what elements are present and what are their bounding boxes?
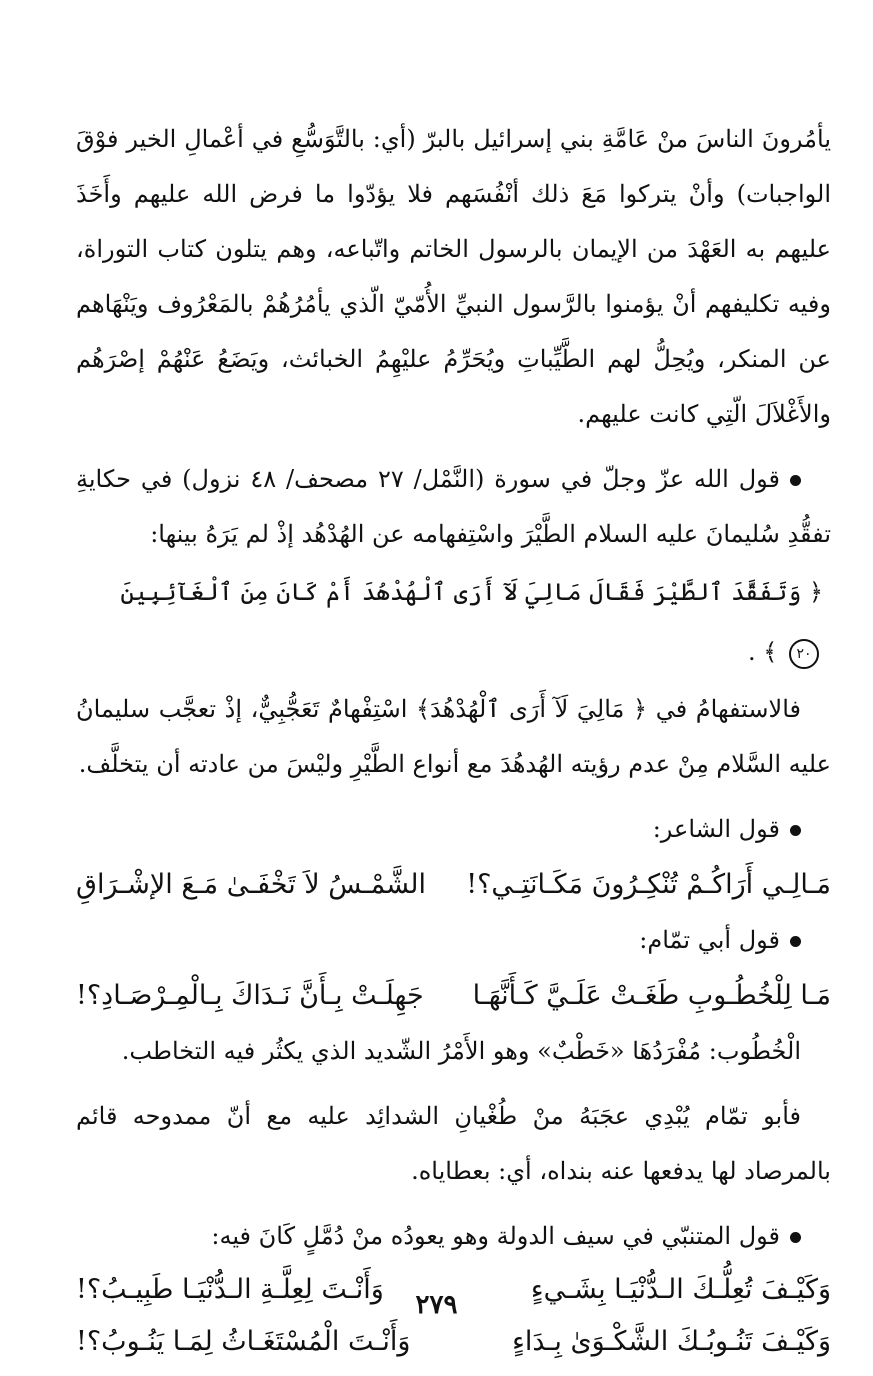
bullet-abu-tammam [76, 913, 831, 968]
spacer [76, 1079, 831, 1089]
poem-hemistich-right: وَكَيْـفَ تُعِلُّـكَ الـدُّنْيَـا بِشَـيءٍ [530, 1274, 831, 1305]
paragraph-2: فالاستفهامُ في ﴿ مَالِيَ لَآ أَرَى ٱلْهُدْهُدَ﴾ اسْتِفْهامٌ تَعَجُّبِيٌّ، إذْ تعجَّب سليمانُ عليه السَّلام مِنْ عدم رؤيته الهُدهُدَ مع أنواع الطَّيْرِ وليْسَ من عادته أن يتخلَّف. [76, 695, 831, 778]
poem-hemistich-left: الشَّمْـسُ لاَ تَخْفَـىٰ مَـعَ الإشْـرَاقِ [76, 869, 427, 900]
paragraph-1: يأمُرونَ الناسَ منْ عَامَّةِ بني إسرائيل بالبرّ (أي: بالتَّوَسُّعِ في أعْمالِ الخير فوْقَ الواجبات) وأنْ يتركوا مَعَ ذلك أنْفُسَهم فلا يؤدّوا ما فرض الله عليهم وأَخَذَ عليهم به العَهْدَ من الإيمان بالرسول الخاتم واتّباعه، وهم يتلون كتاب التوراة، وفيه تكليفهم أنْ يؤمنوا بالرَّسول النبيِّ الأُمّيّ الّذي يأمُرُهُمْ بالمَعْرُوف ويَنْهَاهم عن المنكر، ويُحِلُّ لهم الطَّيِّباتِ ويُحَرِّمُ عليْهِمُ الخبائث، ويَضَعُ عَنْهُمْ إصْرَهُم والأَغْلاَلَ الّتِي كانت عليهم. [76, 125, 831, 428]
bullet-quran-intro [76, 452, 831, 562]
poem-line-4 [76, 1316, 831, 1368]
poem-hemistich-right: مَـا لِلْخُطُـوبِ طَغَـتْ عَلَـيَّ كَـأَنَّهَـا [472, 980, 831, 1011]
poem-hemistich-left: وَأَنْـتَ الْمُسْتَغَـاثُ لِمَـا يَنُـوبُ؟! [76, 1326, 411, 1357]
poem-hemistich-left: جَهِلَـتْ بِـأَنَّ نَـدَاكَ بِـالْمِـرْصَـادِ؟! [76, 980, 424, 1011]
bullet-icon [790, 936, 801, 947]
bullet-icon [790, 475, 801, 486]
verse-number-icon: ٢٠ [789, 639, 819, 669]
page-number: ٢٧٩ [415, 1290, 458, 1320]
bullet-text: قول المتنبّي في سيف الدولة وهو يعودُه منْ دُمَّلٍ كَانَ فيه: [211, 1222, 780, 1250]
quran-verse-text: وَتَفَقَّدَ ٱلطَّيْرَ فَقَالَ مَالِيَ لَآ أَرَى ٱلْهُدْهُدَ أَمْ كَانَ مِنَ ٱلْغَآئِبِينَ [120, 578, 802, 606]
bullet-text: قول أبي تمّام: [639, 926, 780, 954]
quran-verse [76, 562, 831, 682]
poem-line-2 [76, 968, 831, 1024]
spacer [76, 442, 831, 452]
poem-hemistich-right: وَكَيْـفَ تَنُـوبُـكَ الشَّكْـوَىٰ بِـدَاءٍ [512, 1326, 831, 1357]
bullet-poet [76, 802, 831, 857]
bullet-mutanabbi [76, 1209, 831, 1264]
ornate-bracket-close: ﴾ . [748, 638, 778, 666]
bullet-text: قول الله عزّ وجلّ في سورة (النَّمْل/ ٢٧ مصحف/ ٤٨ نزول) في حكايةِ تفقُّدِ سُليمانَ عليه السلام الطَّيْرَ واسْتِفهامه عن الهُدْهُد إذْ لم يَرَهُ بينها: [76, 465, 831, 548]
poem-line-1 [76, 857, 831, 913]
spacer [76, 1199, 831, 1209]
poem-hemistich-right: مَـالِـي أَرَاكُـمْ تُنْكِـرُونَ مَكَـانَتِـي؟! [466, 869, 831, 900]
ornate-bracket-open: ﴿ [808, 578, 823, 606]
bullet-icon [790, 825, 801, 836]
paragraph-3: فأبو تمّام يُبْدِي عجَبَهُ منْ طُغْيانِ الشدائِد عليه مع أنّ ممدوحه قائم بالمرصاد لها يدفعها عنه بنداه، أي: بعطاياه. [76, 1102, 831, 1185]
bullet-text: قول الشاعر: [652, 815, 780, 843]
poem-hemistich-left: وَأَنْـتَ لِعِلَّـةِ الـدُّنْيَـا طَبِيـبُ؟! [76, 1274, 384, 1305]
bullet-icon [790, 1232, 801, 1243]
definition-note: الْخُطُوب: مُفْرَدُهَا «خَطْبٌ» وهو الأَمْرُ الشّديد الذي يكثُر فيه التخاطب. [121, 1037, 801, 1065]
spacer [76, 792, 831, 802]
